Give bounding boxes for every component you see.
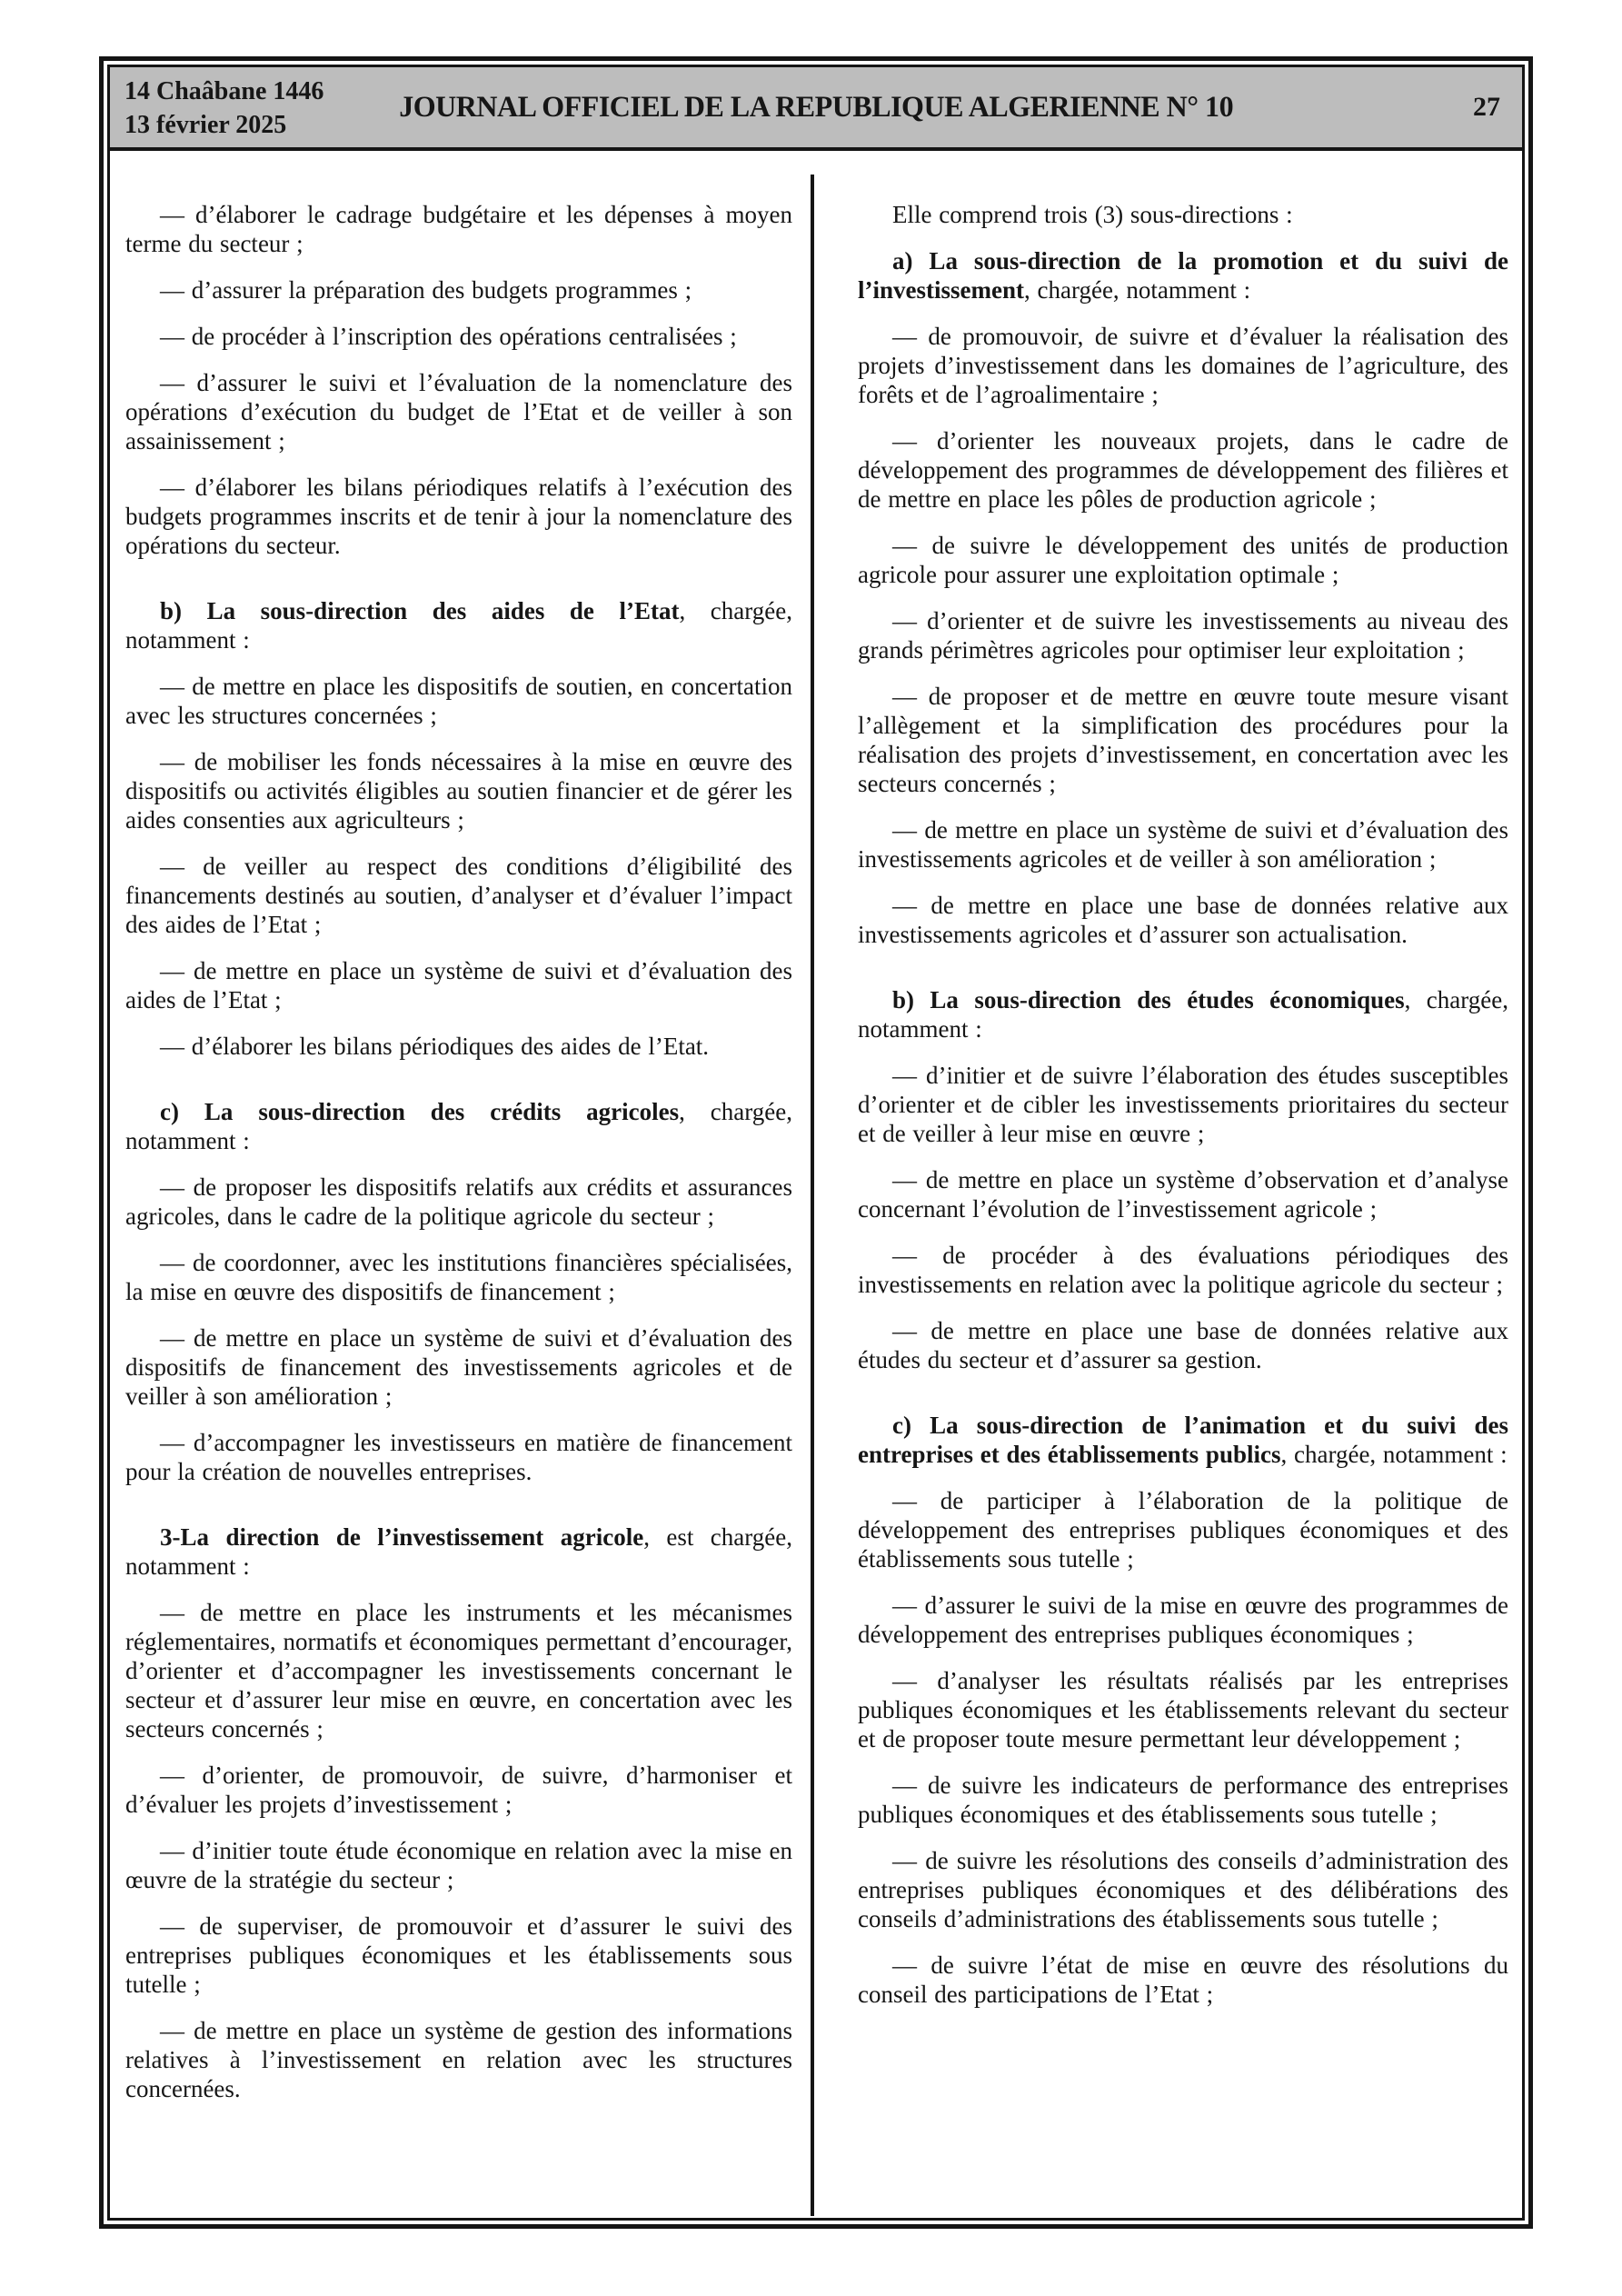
paragraph: — de procéder à l’inscription des opérations centralisées ; <box>160 323 737 350</box>
paragraph: — de proposer et de mettre en œuvre toute mesure visant l’allègement et la simplification des procédures pour la réalisation des projets d’investissement, en concertation avec les secteurs concernés ; <box>858 683 1508 797</box>
subsection-heading-bold: b) La sous-direction des études économiques <box>892 986 1405 1013</box>
column-divider <box>811 175 814 2216</box>
paragraph: — de superviser, de promouvoir et d’assurer le suivi des entreprises publiques économiques et les établissements sous tutelle ; <box>125 1912 792 1998</box>
section-heading-3 <box>125 1522 792 1581</box>
subsection-heading-bold: a) La sous-direction de la promotion et du suivi de l’investissement <box>858 247 1508 304</box>
paragraph: — de mettre en place un système de suivi et d’évaluation des investissements agricoles et de veiller à son amélioration ; <box>858 816 1508 873</box>
subsection-heading-c <box>125 1097 792 1155</box>
paragraph: — de promouvoir, de suivre et d’évaluer la réalisation des projets d’investissement dans les domaines de l’agriculture, des forêts et de l’agroalimentaire ; <box>858 323 1508 408</box>
paragraph: — d’initier toute étude économique en relation avec la mise en œuvre de la stratégie du secteur ; <box>125 1837 792 1893</box>
paragraph: — de proposer les dispositifs relatifs aux crédits et assurances agricoles, dans le cadre de la politique agricole du secteur ; <box>125 1173 792 1230</box>
paragraph: — d’orienter et de suivre les investissements au niveau des grands périmètres agricoles pour optimiser leur exploitation ; <box>858 607 1508 664</box>
paragraph: — d’assurer le suivi de la mise en œuvre des programmes de développement des entreprises publiques économiques ; <box>858 1592 1508 1648</box>
subsection-heading-rest: , chargée, notamment : <box>125 597 792 654</box>
paragraph: — d’analyser les résultats réalisés par les entreprises publiques économiques et les établissements relevant du secteur et de proposer toute mesure permettant leur développement ; <box>858 1667 1508 1752</box>
page-number: 27 <box>1473 92 1500 122</box>
paragraph: — d’élaborer le cadrage budgétaire et les dépenses à moyen terme du secteur ; <box>125 201 792 257</box>
date-hijri: 14 Chaâbane 1446 <box>124 77 324 105</box>
paragraph: — de suivre les indicateurs de performance des entreprises publiques économiques et des établissements sous tutelle ; <box>858 1772 1508 1828</box>
paragraph: — d’assurer la préparation des budgets programmes ; <box>160 276 692 304</box>
subsection-heading-bold: c) La sous-direction de l’animation et du suivi des entreprises et des établissements publics <box>858 1412 1508 1468</box>
subsection-heading-rest: , chargée, notamment : <box>1280 1441 1508 1468</box>
paragraph: — de mobiliser les fonds nécessaires à la mise en œuvre des dispositifs ou activités éligibles au soutien financier et de gérer les aides consenties aux agriculteurs ; <box>125 748 792 834</box>
page-frame <box>99 56 1533 2229</box>
paragraph: — de mettre en place un système de suivi et d’évaluation des aides de l’Etat ; <box>125 957 792 1013</box>
paragraph: — d’orienter, de promouvoir, de suivre, d’harmoniser et d’évaluer les projets d’investissement ; <box>125 1762 792 1818</box>
subsection-heading-a <box>858 246 1508 304</box>
paragraph: — de mettre en place un système d’observation et d’analyse concernant l’évolution de l’investissement agricole ; <box>858 1166 1508 1223</box>
subsection-heading-bold: c) La sous-direction des crédits agricoles <box>160 1098 680 1125</box>
paragraph: — de suivre l’état de mise en œuvre des résolutions du conseil des participations de l’Etat ; <box>858 1952 1508 2008</box>
right-column <box>858 200 1508 2026</box>
paragraph: — d’élaborer les bilans périodiques des aides de l’Etat. <box>160 1033 710 1060</box>
paragraph: — de mettre en place une base de données relative aux investissements agricoles et d’assurer son actualisation. <box>858 892 1508 948</box>
text-columns <box>110 151 1522 2218</box>
left-column <box>125 200 792 2121</box>
subsection-heading-b <box>125 596 792 654</box>
section-heading-bold: 3-La direction de l’investissement agricole <box>160 1523 644 1551</box>
header-dates <box>124 75 323 142</box>
paragraph: — de suivre le développement des unités de production agricole pour assurer une exploitation optimale ; <box>858 532 1508 588</box>
paragraph: — de mettre en place un système de gestion des informations relatives à l’investissement en relation avec les structures concernées. <box>125 2017 792 2102</box>
paragraph: — d’accompagner les investisseurs en matière de financement pour la création de nouvelles entreprises. <box>125 1429 792 1485</box>
paragraph: — de coordonner, avec les institutions financières spécialisées, la mise en œuvre des dispositifs de financement ; <box>125 1249 792 1305</box>
subsection-heading-rest: , chargée, notamment : <box>125 1098 792 1154</box>
paragraph: — de mettre en place un système de suivi et d’évaluation des dispositifs de financement des investissements agricoles et de veiller à son amélioration ; <box>125 1324 792 1410</box>
page-frame-inner <box>107 65 1525 2221</box>
paragraph: — de mettre en place les dispositifs de soutien, en concertation avec les structures concernées ; <box>125 673 792 729</box>
paragraph: — de mettre en place les instruments et les mécanismes réglementaires, normatifs et économiques permettant d’encourager, d’orienter et d’accompagner les investissements concernant le secteur et d’assurer leur mise en œuvre, en concertation avec les secteurs concernés ; <box>125 1599 792 1742</box>
paragraph: — de mettre en place une base de données relative aux études du secteur et d’assurer sa gestion. <box>858 1317 1508 1373</box>
section-heading-rest: , est chargée, notamment : <box>125 1523 792 1580</box>
subsection-heading-rest: , chargée, notamment : <box>1023 276 1251 304</box>
paragraph: — de veiller au respect des conditions d’éligibilité des financements destinés au soutien, d’analyser et d’évaluer l’impact des aides de l’Etat ; <box>125 853 792 938</box>
paragraph: — de procéder à des évaluations périodiques des investissements en relation avec la politique agricole du secteur ; <box>858 1242 1508 1298</box>
paragraph: — d’élaborer les bilans périodiques relatifs à l’exécution des budgets programmes inscrits et de tenir à jour la nomenclature des opérations du secteur. <box>125 474 792 559</box>
date-gregorian: 13 février 2025 <box>124 111 287 139</box>
header-bar <box>110 67 1522 151</box>
subsection-heading-bold: b) La sous-direction des aides de l’Etat <box>160 597 680 624</box>
subsection-heading-b <box>858 985 1508 1043</box>
paragraph: — d’orienter les nouveaux projets, dans le cadre de développement des programmes de développement des filières et de mettre en place les pôles de production agricole ; <box>858 427 1508 513</box>
subsection-heading-rest: , chargée, notamment : <box>858 986 1508 1043</box>
paragraph: — d’initier et de suivre l’élaboration des études susceptibles d’orienter et de cibler les investissements prioritaires du secteur et de veiller à leur mise en œuvre ; <box>858 1062 1508 1147</box>
subsection-heading-c <box>858 1411 1508 1469</box>
paragraph: Elle comprend trois (3) sous-directions : <box>892 201 1293 228</box>
journal-title: JOURNAL OFFICIEL DE LA REPUBLIQUE ALGERIENNE N° 10 <box>399 90 1233 124</box>
paragraph: — de suivre les résolutions des conseils d’administration des entreprises publiques économiques et des délibérations des conseils d’administrations des établissements sous tutelle ; <box>858 1847 1508 1932</box>
paragraph: — d’assurer le suivi et l’évaluation de la nomenclature des opérations d’exécution du budget de l’Etat et de veiller à son assainissement ; <box>125 369 792 454</box>
paragraph: — de participer à l’élaboration de la politique de développement des entreprises publiques économiques et des établissements sous tutelle ; <box>858 1487 1508 1572</box>
